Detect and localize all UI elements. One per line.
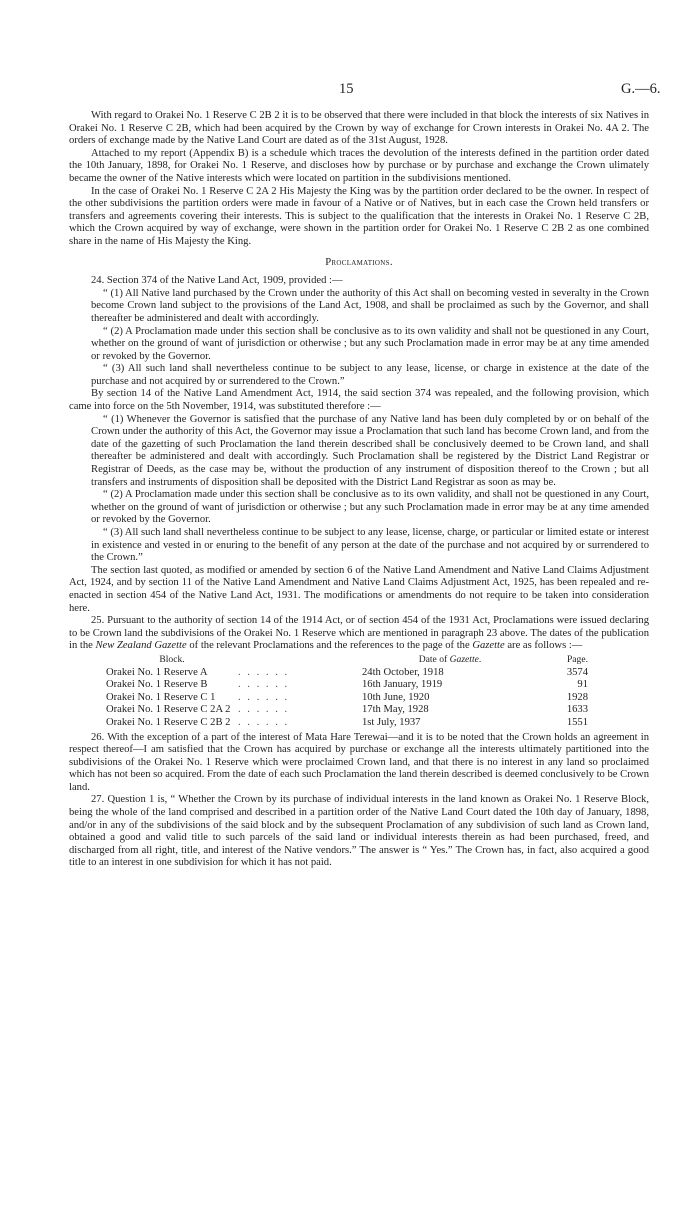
column-header-block: Block. (159, 653, 185, 665)
page-cell: 1928 (566, 691, 588, 703)
block-cell: Orakei No. 1 Reserve C 2A 2 (106, 704, 231, 716)
page-cell: 1551 (566, 716, 588, 728)
gazette-title: Gazette (472, 640, 505, 652)
paragraph-24-intro: 24. Section 374 of the Native Land Act, 1909, provided :— (91, 275, 343, 287)
gazette-title: New Zealand Gazette (95, 640, 187, 652)
proclamations-table (106, 654, 588, 730)
block-cell: Orakei No. 1 Reserve C 2B 2 (106, 716, 231, 728)
date-cell: 24th October, 1918 (362, 666, 444, 678)
leader-dots: . . . . . . (238, 666, 290, 678)
block-cell: Orakei No. 1 Reserve A (106, 666, 208, 678)
paragraph-27: 27. Question 1 is, “ Whether the Crown by its purchase of individual interests in the land known as Orakei No. 1 Reserve Block, being the whole of the land comprised and described in a partition order of the Native Land Court dated the 10th day of January, 1898, and/or in any of the subdivisions of the said block and by the subsequent Proclamation of any subdivision of such land as Crown land, obtained a good and valid title to such parcels of the said land or individual interests therein as had been purchased, freed, and discharged from all right, title, and interest of the Native vendors.” The answer is “ Yes.” The Crown has, in fact, also acquired a good title to an interest in one subdivision for which it has not paid. (69, 794, 649, 869)
date-cell: 16th January, 1919 (362, 679, 443, 691)
page-cell: 91 (577, 679, 588, 691)
paragraph-26: 26. With the exception of a part of the interest of Mata Hare Terewai—and it is to be noted that the Crown holds an agreement in respect thereof—I am satisfied that the Crown has acquired by purchase or exchange all the interests ultimately partitioned into the subdivisions of the Orakei No. 1 Reserve which were proclaimed Crown land, and that there is no interest in any land so proclaimed which has not been so acquired. From the date of each such Proclamation the land therein described is deemed conclusively to be Crown land. (69, 731, 649, 793)
paragraph: In the case of Orakei No. 1 Reserve C 2A 2 His Majesty the King was by the partition order declared to be the owner. In respect of the other subdivisions the partition orders were made in favour of a Native or of Natives, but in each case the Crown held transfers or transfers and agreements covering their interests. This is subject to the qualification that the interests in Orakei No. 1 Reserve C 2B, which the Crown acquired by way of exchange, were shown in the partition order for Orakei No. 1 Reserve C 2B 2 as one combined share in the name of His Majesty the King. (69, 185, 649, 247)
quoted-subsection: “ (3) All such land shall nevertheless continue to be subject to any lease, license, or charge in existence at the date of the purchase and not acquired by or surrendered to the Crown.” (91, 363, 649, 387)
date-cell: 17th May, 1928 (362, 704, 429, 716)
column-header-page: Page. (566, 653, 588, 665)
paragraph-24-amendment: By section 14 of the Native Land Amendment Act, 1914, the said section 374 was repealed, and the following provision, which came into force on the 5th November, 1914, was substituted therefore :— (69, 388, 649, 413)
date-cell: 1st July, 1937 (362, 716, 421, 728)
paragraph: Attached to my report (Appendix B) is a schedule which traces the devolution of the interests defined in the partition order dated the 10th January, 1898, for Orakei No. 1 Reserve, and discloses how by purchase or by purchase and exchange the Crown ulimately became the owner of the Native interests which were located on partition in the subdivisions mentioned. (69, 147, 649, 184)
leader-dots: . . . . . . (238, 704, 290, 716)
page-cell: 3574 (566, 666, 588, 678)
block-cell: Orakei No. 1 Reserve C 1 (106, 691, 216, 703)
document-reference: G.—6. (621, 81, 661, 97)
block-cell: Orakei No. 1 Reserve B (106, 679, 208, 691)
document-body (69, 110, 649, 870)
quoted-subsection: “ (2) A Proclamation made under this section shall be conclusive as to its own validity, and shall not be questioned in any Court, whether on the ground of want of jurisdiction or otherwise ; but any such Proclamation made in error may be at any time amended or revoked by the Governor. (91, 489, 649, 526)
paragraph-25 (69, 615, 649, 653)
section-heading: Proclamations. (325, 256, 393, 268)
leader-dots: . . . . . . (238, 691, 290, 703)
quoted-subsection: “ (1) All Native land purchased by the Crown under the authority of this Act shall on becoming vested in severalty in the Crown become Crown land subject to the provisions of the Land Act, 1908, and shall be proclaimed as such by the Governor, and shall thereafter be administered and dealt with accordingly. (91, 287, 649, 324)
date-cell: 10th June, 1920 (362, 691, 430, 703)
table-row (106, 667, 588, 680)
page-number: 15 (339, 81, 354, 97)
paragraph: With regard to Orakei No. 1 Reserve C 2B 2 it is to be observed that there were included in that block the interests of six Natives in Orakei No. 1 Reserve C 2B, which had been acquired by the Crown by way of exchange for Crown interests in Orakei No. 4A 2. The orders of exchange made by the Native Land Court are dated as of the 31st August, 1928. (69, 110, 649, 147)
quoted-subsection: “ (3) All such land shall nevertheless continue to be subject to any lease, license, charge, or particular or limited estate or interest in existence and vested in or enuring to the benefit of any person at the date of the purchase and not acquired by or surrendered to the Crown.” (91, 527, 649, 564)
table-row (106, 717, 588, 730)
quoted-subsection: “ (2) A Proclamation made under this section shall be conclusive as to its own validity and shall not be questioned in any Court, whether on the ground of want of jurisdiction or otherwise ; but any such Proclamation made in error may be at any time amended or revoked by the Governor. (91, 325, 649, 362)
page-cell: 1633 (566, 704, 588, 716)
paragraph-25-text: are as follows :— (504, 640, 583, 652)
leader-dots: . . . . . . (238, 679, 290, 691)
leader-dots: . . . . . . (238, 716, 290, 728)
table-header-row (106, 654, 588, 667)
table-row (106, 679, 588, 692)
paragraph-24-closing: The section last quoted, as modified or amended by section 6 of the Native Land Amendment and Native Land Claims Adjustment Act, 1924, and by section 11 of the Native Land Amendment and Native Land Claims Adjustment Act, 1925, has been repealed and re-enacted in section 454 of the Native Land Act, 1931. The modifications or amendments do not require to be taken into consideration here. (69, 564, 649, 614)
column-header-date: Date of Gazette. (418, 653, 482, 665)
table-row (106, 704, 588, 717)
quoted-subsection: “ (1) Whenever the Governor is satisfied that the purchase of any Native land has been duly completed by or on behalf of the Crown under the authority of this Act, the Governor may issue a Proclamation that such land has become Crown land, and from the date of the gazetting of such Proclamation the land therein described shall be conclusively deemed to be Crown land, and shall thereafter be administered and dealt with accordingly. Such Proclamation shall be registered by the District Land Registrar or Registrar of Deeds, as the case may be, without the production of any instrument of disposition thereof to the Crown ; but all transfers and instruments of disposition shall be deposited with the District Land Registrar as soon as may be. (91, 413, 649, 488)
paragraph-25-text: of the relevant Proclamations and the references to the page of the (186, 640, 473, 652)
table-row (106, 692, 588, 705)
paragraph-25-text: 25. Pursuant to the authority of section 14 of the 1914 Act, or of section 454 of the 1931 Act, Proclamations were issued declaring to be Crown land the subdivisions of the Orakei No. 1 Reserve which are mentioned in paragraph 23 above. The dates of the publication in the (69, 615, 649, 652)
